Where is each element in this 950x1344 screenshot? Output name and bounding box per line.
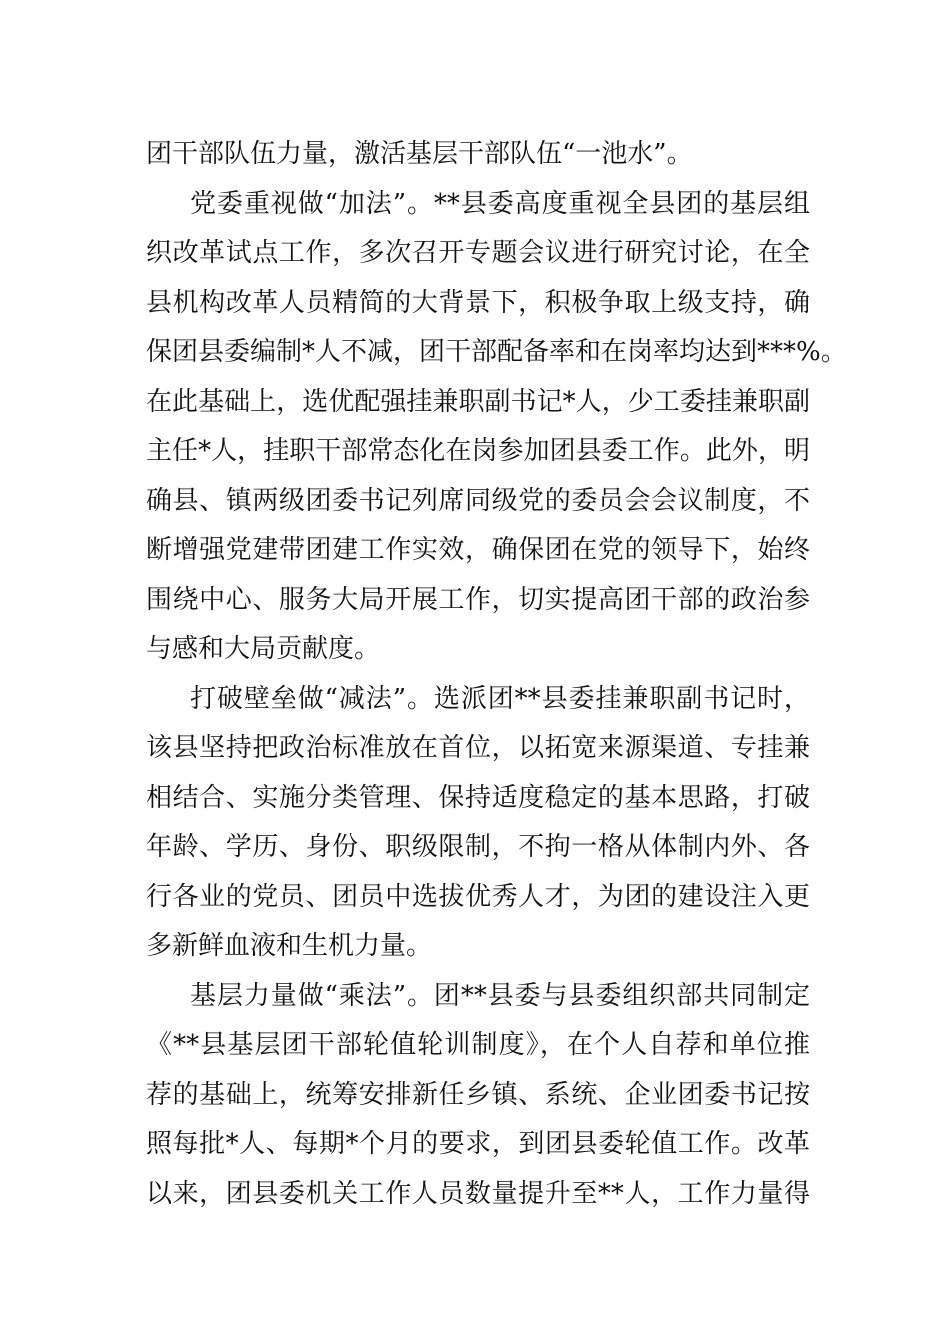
text-line: 以来，团县委机关工作人员数量提升至**人，工作力量得 [146, 1178, 810, 1209]
body-text [146, 130, 847, 1219]
text-line: 《**县基层团干部轮值轮训制度》，在个人自荐和单位推 [146, 1030, 810, 1060]
text-line: 保团县委编制*人不减，团干部配备率和在岗率均达到***%。 [146, 337, 847, 367]
text-line: 主任*人，挂职干部常态化在岗参加团县委工作。此外，明 [146, 436, 810, 466]
text-line: 荐的基础上，统筹安排新任乡镇、系统、企业团委书记按 [146, 1079, 810, 1110]
paragraph-start-line: 打破壁垒做“减法”。选派团**县委挂兼职副书记时， [190, 683, 810, 714]
text-line: 县机构改革人员精简的大背景下，积极争取上级支持，确 [146, 287, 810, 318]
text-line: 织改革试点工作，多次召开专题会议进行研究讨论，在全 [146, 238, 810, 268]
text-line: 该县坚持把政治标准放在首位，以拓宽来源渠道、专挂兼 [146, 733, 810, 763]
text-line: 照每批*人、每期*个月的要求，到团县委轮值工作。改革 [146, 1129, 810, 1159]
text-line: 在此基础上，选优配强挂兼职副书记*人，少工委挂兼职副 [146, 386, 810, 417]
text-line: 年龄、学历、身份、职级限制，不拘一格从体制内外、各 [146, 832, 810, 862]
paragraph-start-line: 党委重视做“加法”。**县委高度重视全县团的基层组 [190, 188, 810, 219]
text-line: 团干部队伍力量，激活基层干部队伍“一池水”。 [146, 139, 693, 169]
text-line: 与感和大局贡献度。 [146, 634, 381, 664]
paragraph-start-line: 基层力量做“乘法”。团**县委与县委组织部共同制定 [190, 980, 810, 1011]
text-line: 断增强党建带团建工作实效，确保团在党的领导下，始终 [146, 535, 810, 565]
text-line: 确县、镇两级团委书记列席同级党的委员会会议制度，不 [146, 485, 810, 516]
text-line: 相结合、实施分类管理、保持适度稳定的基本思路，打破 [146, 782, 810, 813]
text-line: 多新鲜血液和生机力量。 [146, 931, 433, 961]
text-line: 围绕中心、服务大局开展工作，切实提高团干部的政治参 [146, 584, 810, 615]
text-line: 行各业的党员、团员中选拔优秀人才，为团的建设注入更 [146, 881, 810, 912]
